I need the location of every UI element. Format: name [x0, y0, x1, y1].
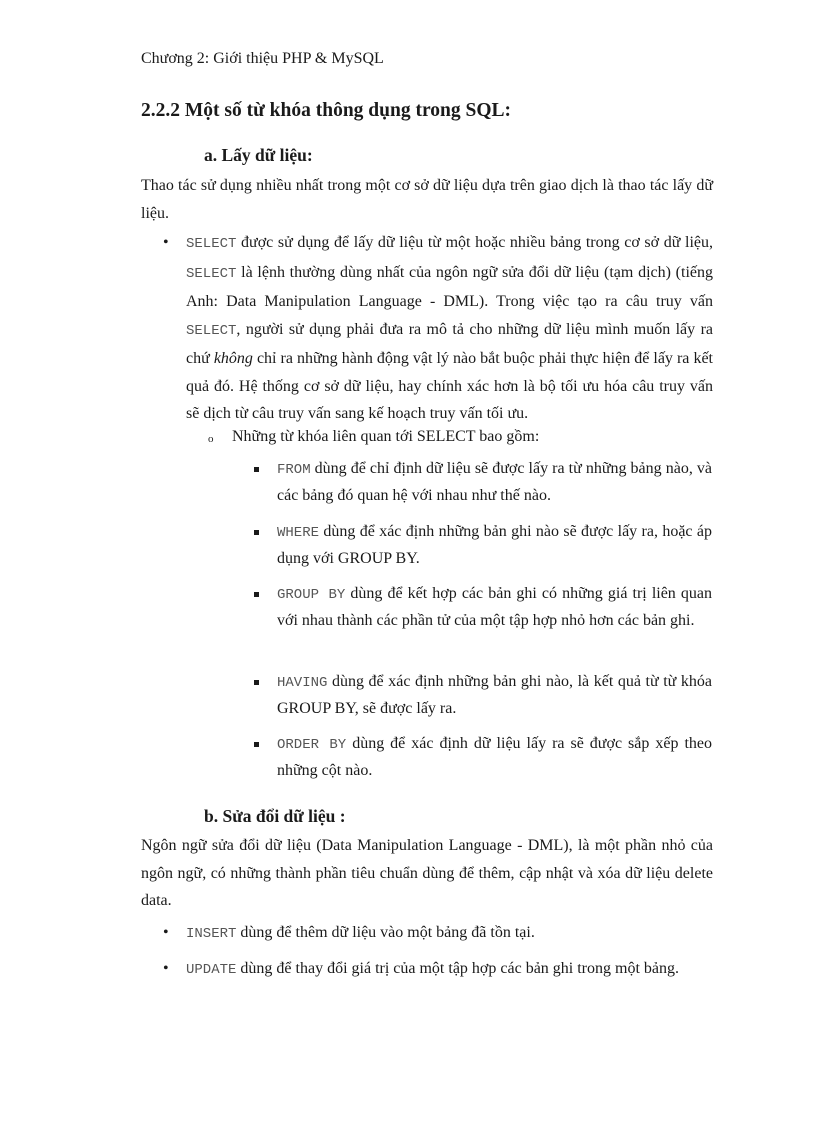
square-bullet: [254, 680, 259, 685]
keyword-item-from: FROM dùng để chỉ định dữ liệu sẽ được lấy ra từ những bảng nào, và các bảng đó quan hệ với nhau như thế nào.: [277, 460, 712, 504]
keyword-select: SELECT: [186, 236, 237, 252]
keyword-code: GROUP BY: [277, 587, 346, 603]
keyword-code: UPDATE: [186, 962, 237, 978]
keyword-code: ORDER BY: [277, 737, 347, 753]
part-a-intro: Thao tác sử dụng nhiều nhất trong một cơ sở dữ liệu dựa trên giao dịch là thao tác lấy dữ liệu.: [141, 177, 713, 222]
keyword-item-order-by: ORDER BY dùng để xác định dữ liệu lấy ra sẽ được sắp xếp theo những cột nào.: [277, 735, 712, 779]
emphasis-text: không: [213, 350, 253, 367]
subsection-title-a: a. Lấy dữ liệu:: [204, 145, 313, 165]
keyword-select: SELECT: [186, 322, 237, 339]
bullet-dot: •: [163, 960, 169, 977]
circle-bullet: o: [208, 433, 214, 445]
keyword-code: HAVING: [277, 675, 328, 691]
subsection-title-b: b. Sửa đổi dữ liệu :: [204, 806, 346, 826]
square-bullet: [254, 742, 259, 747]
section-title: 2.2.2 Một số từ khóa thông dụng trong SQL:: [141, 100, 511, 121]
update-item: UPDATE dùng để thay đổi giá trị của một tập hợp các bản ghi trong một bảng.: [186, 960, 679, 978]
keyword-code: FROM: [277, 462, 311, 478]
bullet-dot: •: [163, 234, 169, 251]
square-bullet: [254, 467, 259, 472]
square-bullet: [254, 592, 259, 597]
bullet-dot: •: [163, 924, 169, 941]
keyword-item-where: WHERE dùng để xác định những bản ghi nào sẽ được lấy ra, hoặc áp dụng với GROUP BY.: [277, 523, 712, 567]
related-keywords-intro: Những từ khóa liên quan tới SELECT bao gồm:: [232, 428, 540, 445]
insert-item: INSERT dùng để thêm dữ liệu vào một bảng đã tồn tại.: [186, 924, 535, 942]
keyword-item-having: HAVING dùng để xác định những bản ghi nào, là kết quả từ từ khóa GROUP BY, sẽ được lấy ra.: [277, 673, 712, 717]
part-b-intro: Ngôn ngữ sửa đổi dữ liệu (Data Manipulation Language - DML), là một phần nhỏ của ngôn ngữ, có những thành phần tiêu chuẩn dùng để thêm, cập nhật và xóa dữ liệu delete data.: [141, 837, 713, 909]
running-header: Chương 2: Giới thiệu PHP & MySQL: [141, 50, 384, 67]
keyword-item-group-by: GROUP BY dùng để kết hợp các bản ghi có những giá trị liên quan với nhau thành các phần tử của một tập hợp nhỏ hơn các bản ghi.: [277, 585, 712, 629]
keyword-select: SELECT: [186, 265, 237, 282]
select-description: SELECT được sử dụng để lấy dữ liệu từ một hoặc nhiều bảng trong cơ sở dữ liệu, SELECT là lệnh thường dùng nhất của ngôn ngữ sửa đổi dữ liệu (tạm dịch) (tiếng Anh: Data Manipulation Language - DML). Trong việc tạo ra câu truy vấn SELECT, người sử dụng phải đưa ra mô tả cho những dữ liệu mình muốn lấy ra chứ không chỉ ra những hành động vật lý nào bắt buộc phải thực hiện để lấy ra kết quả đó. Hệ thống cơ sở dữ liệu, hay chính xác hơn là bộ tối ưu hóa câu truy vấn sẽ dịch từ câu truy vấn sang kế hoạch truy vấn tối ưu.: [186, 234, 713, 422]
keyword-code: INSERT: [186, 926, 237, 942]
square-bullet: [254, 530, 259, 535]
keyword-code: WHERE: [277, 525, 320, 541]
